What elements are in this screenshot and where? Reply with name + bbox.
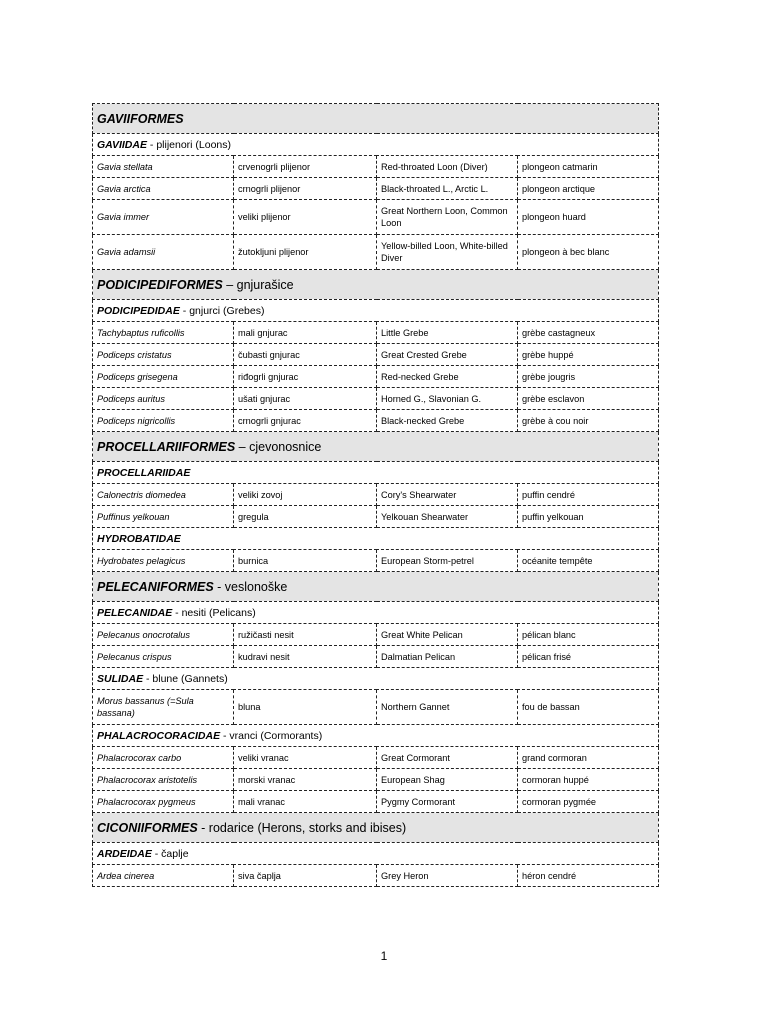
english-name-cell: Black-throated L., Arctic L. [377, 178, 518, 200]
croatian-name-cell: bluna [234, 690, 377, 725]
french-name-cell: puffin yelkouan [518, 506, 659, 528]
french-name-cell: pélican frisé [518, 646, 659, 668]
english-name-cell: Pygmy Cormorant [377, 791, 518, 813]
croatian-name-cell: veliki vranac [234, 747, 377, 769]
family-cell [93, 843, 659, 865]
family-taxon: PODICIPEDIDAE [97, 304, 180, 317]
croatian-name-cell: morski vranac [234, 769, 377, 791]
order-cell [93, 572, 659, 602]
species-row [93, 366, 659, 388]
french-name-cell: grèbe castagneux [518, 322, 659, 344]
latin-name-cell: Phalacrocorax aristotelis [93, 769, 234, 791]
croatian-name-cell: ružičasti nesit [234, 624, 377, 646]
latin-name-cell: Tachybaptus ruficollis [93, 322, 234, 344]
order-header-row [93, 432, 659, 462]
family-taxon: GAVIIDAE [97, 138, 147, 151]
order-header-row [93, 270, 659, 300]
croatian-name-cell: siva čaplja [234, 865, 377, 887]
croatian-name-cell: mali gnjurac [234, 322, 377, 344]
latin-name-cell: Morus bassanus (=Sula bassana) [93, 690, 234, 725]
french-name-cell: plongeon catmarin [518, 156, 659, 178]
order-cell [93, 270, 659, 300]
species-row [93, 322, 659, 344]
english-name-cell: Great Northern Loon, Common Loon [377, 200, 518, 235]
english-name-cell: Grey Heron [377, 865, 518, 887]
species-row [93, 506, 659, 528]
family-header-row [93, 134, 659, 156]
english-name-cell: Yellow-billed Loon, White-billed Diver [377, 235, 518, 270]
croatian-name-cell: veliki zovoj [234, 484, 377, 506]
family-taxon: SULIDAE [97, 672, 144, 685]
species-row [93, 646, 659, 668]
croatian-name-cell: burnica [234, 550, 377, 572]
family-cell [93, 462, 659, 484]
french-name-cell: fou de bassan [518, 690, 659, 725]
species-row [93, 550, 659, 572]
order-taxon: PELECANIFORMES [97, 579, 214, 594]
bird-checklist-table [92, 103, 659, 887]
family-common-name: - vranci (Cormorants) [220, 729, 323, 742]
french-name-cell: océanite tempête [518, 550, 659, 572]
english-name-cell: Great Crested Grebe [377, 344, 518, 366]
order-header-row [93, 104, 659, 134]
species-row [93, 156, 659, 178]
species-row [93, 484, 659, 506]
family-header-row [93, 300, 659, 322]
latin-name-cell: Phalacrocorax pygmeus [93, 791, 234, 813]
croatian-name-cell: mali vranac [234, 791, 377, 813]
french-name-cell: héron cendré [518, 865, 659, 887]
croatian-name-cell: kudravi nesit [234, 646, 377, 668]
english-name-cell: Dalmatian Pelican [377, 646, 518, 668]
english-name-cell: Little Grebe [377, 322, 518, 344]
order-taxon: CICONIIFORMES [97, 820, 198, 835]
croatian-name-cell: ušati gnjurac [234, 388, 377, 410]
species-row [93, 865, 659, 887]
species-row [93, 624, 659, 646]
family-cell [93, 668, 659, 690]
latin-name-cell: Gavia adamsii [93, 235, 234, 270]
croatian-name-cell: crvenogrli plijenor [234, 156, 377, 178]
croatian-name-cell: riđogrli gnjurac [234, 366, 377, 388]
latin-name-cell: Hydrobates pelagicus [93, 550, 234, 572]
order-common-name: - rodarice (Herons, storks and ibises) [197, 820, 407, 835]
family-common-name: - plijenori (Loons) [146, 138, 232, 151]
family-taxon: PROCELLARIIDAE [97, 466, 191, 479]
species-row [93, 690, 659, 725]
family-header-row [93, 528, 659, 550]
french-name-cell: cormoran huppé [518, 769, 659, 791]
family-header-row [93, 668, 659, 690]
family-cell [93, 300, 659, 322]
order-common-name: - veslonoške [213, 579, 288, 594]
latin-name-cell: Gavia arctica [93, 178, 234, 200]
english-name-cell: European Shag [377, 769, 518, 791]
species-row [93, 747, 659, 769]
order-taxon: GAVIIFORMES [97, 111, 184, 126]
latin-name-cell: Puffinus yelkouan [93, 506, 234, 528]
latin-name-cell: Ardea cinerea [93, 865, 234, 887]
order-header-row [93, 813, 659, 843]
english-name-cell: Great Cormorant [377, 747, 518, 769]
french-name-cell: grèbe esclavon [518, 388, 659, 410]
species-row [93, 791, 659, 813]
order-taxon: PODICIPEDIFORMES [97, 277, 223, 292]
species-row [93, 178, 659, 200]
species-row [93, 235, 659, 270]
english-name-cell: Black-necked Grebe [377, 410, 518, 432]
family-header-row [93, 462, 659, 484]
family-common-name: - gnjurci (Grebes) [179, 304, 265, 317]
french-name-cell: pélican blanc [518, 624, 659, 646]
english-name-cell: Northern Gannet [377, 690, 518, 725]
french-name-cell: plongeon arctique [518, 178, 659, 200]
english-name-cell: Red-throated Loon (Diver) [377, 156, 518, 178]
latin-name-cell: Podiceps grisegena [93, 366, 234, 388]
croatian-name-cell: žutokljuni plijenor [234, 235, 377, 270]
french-name-cell: plongeon huard [518, 200, 659, 235]
french-name-cell: grèbe huppé [518, 344, 659, 366]
family-header-row [93, 843, 659, 865]
latin-name-cell: Phalacrocorax carbo [93, 747, 234, 769]
croatian-name-cell: gregula [234, 506, 377, 528]
family-cell [93, 725, 659, 747]
english-name-cell: Yelkouan Shearwater [377, 506, 518, 528]
species-row [93, 344, 659, 366]
family-cell [93, 528, 659, 550]
latin-name-cell: Gavia stellata [93, 156, 234, 178]
species-row [93, 410, 659, 432]
family-common-name: - čaplje [151, 847, 189, 860]
latin-name-cell: Podiceps nigricollis [93, 410, 234, 432]
english-name-cell: Horned G., Slavonian G. [377, 388, 518, 410]
family-cell [93, 134, 659, 156]
latin-name-cell: Calonectris diomedea [93, 484, 234, 506]
family-header-row [93, 602, 659, 624]
species-row [93, 769, 659, 791]
french-name-cell: grand cormoran [518, 747, 659, 769]
family-taxon: HYDROBATIDAE [97, 532, 181, 545]
latin-name-cell: Pelecanus onocrotalus [93, 624, 234, 646]
page-number: 1 [380, 949, 388, 963]
family-taxon: PELECANIDAE [97, 606, 173, 619]
french-name-cell: plongeon à bec blanc [518, 235, 659, 270]
species-row [93, 200, 659, 235]
order-common-name: – cjevonosnice [235, 439, 322, 454]
order-common-name: – gnjurašice [222, 277, 294, 292]
english-name-cell: Cory's Shearwater [377, 484, 518, 506]
order-cell [93, 432, 659, 462]
english-name-cell: European Storm-petrel [377, 550, 518, 572]
order-taxon: PROCELLARIIFORMES [97, 439, 236, 454]
french-name-cell: puffin cendré [518, 484, 659, 506]
family-taxon: ARDEIDAE [97, 847, 152, 860]
croatian-name-cell: crnogrli plijenor [234, 178, 377, 200]
croatian-name-cell: veliki plijenor [234, 200, 377, 235]
latin-name-cell: Podiceps cristatus [93, 344, 234, 366]
latin-name-cell: Pelecanus crispus [93, 646, 234, 668]
english-name-cell: Red-necked Grebe [377, 366, 518, 388]
order-cell [93, 104, 659, 134]
croatian-name-cell: čubasti gnjurac [234, 344, 377, 366]
french-name-cell: grèbe à cou noir [518, 410, 659, 432]
family-common-name: - blune (Gannets) [143, 672, 228, 685]
family-common-name: - nesiti (Pelicans) [172, 606, 256, 619]
english-name-cell: Great White Pelican [377, 624, 518, 646]
order-cell [93, 813, 659, 843]
family-cell [93, 602, 659, 624]
french-name-cell: cormoran pygmée [518, 791, 659, 813]
latin-name-cell: Gavia immer [93, 200, 234, 235]
species-row [93, 388, 659, 410]
order-header-row [93, 572, 659, 602]
latin-name-cell: Podiceps auritus [93, 388, 234, 410]
french-name-cell: grèbe jougris [518, 366, 659, 388]
family-taxon: PHALACROCORACIDAE [97, 729, 221, 742]
croatian-name-cell: crnogrli gnjurac [234, 410, 377, 432]
family-header-row [93, 725, 659, 747]
